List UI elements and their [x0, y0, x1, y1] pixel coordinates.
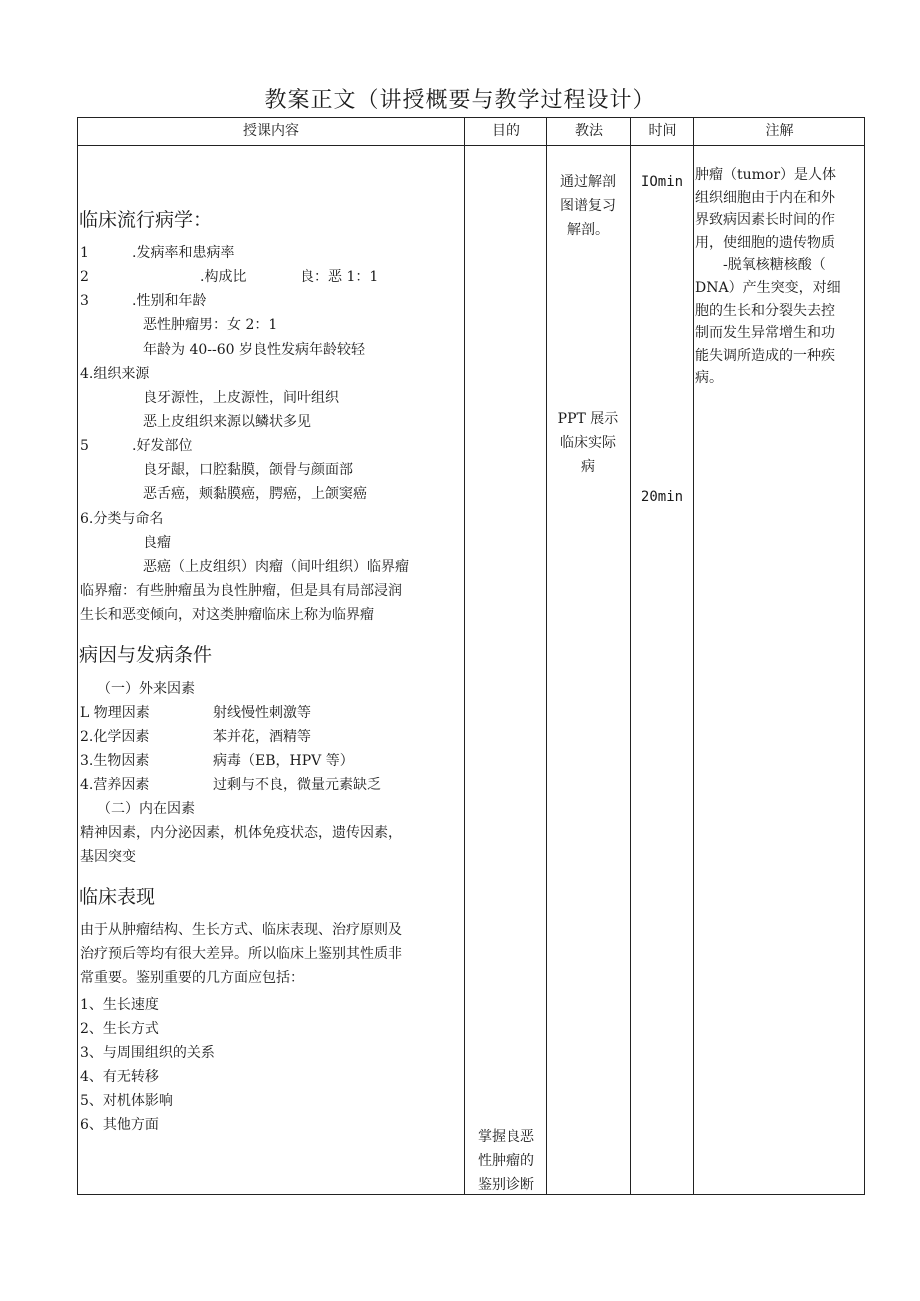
column-divider [630, 118, 631, 1194]
sub-item: 恶上皮组织来源以鳞状多见 [143, 414, 311, 430]
sub-item: 良牙龈，口腔黏膜，颌骨与颜面部 [143, 462, 353, 478]
list-item: 4.组织来源 [80, 366, 150, 382]
header-divider [78, 145, 864, 146]
factor-desc: 射线慢性刺激等 [213, 705, 311, 721]
note-line: 界致病因素长时间的作 [695, 212, 835, 229]
note-line: 制而发生异常增生和功 [695, 325, 835, 342]
factor-desc: 苯并花，酒精等 [213, 729, 311, 745]
header-notes: 注解 [765, 123, 794, 139]
list-item: .性别和年龄 [132, 293, 207, 309]
header-content: 授课内容 [243, 123, 299, 139]
note-line: -脱氧核糖核酸（ [695, 257, 826, 274]
sub-item: 恶性肿瘤男：女 2：1 [143, 317, 278, 333]
list-number: 2 [80, 269, 89, 285]
sub-item: 年龄为 40--60 岁良性发病年龄较轻 [143, 342, 365, 358]
list-item: 1、生长速度 [80, 997, 159, 1013]
section-heading: 病因与发病条件 [79, 644, 213, 666]
list-number: 3 [80, 293, 89, 309]
note-line: 能失调所造成的一种疾 [695, 347, 835, 364]
notes-cell [695, 164, 864, 390]
sub-heading: （二）内在因素 [97, 801, 195, 817]
note-line: 胞的生长和分裂失去控 [695, 302, 835, 319]
list-item: 6.分类与命名 [80, 511, 164, 527]
purpose-line: 鉴别诊断 [478, 1177, 534, 1193]
header-method: 教法 [575, 123, 603, 139]
section-heading: 临床流行病学： [79, 209, 213, 231]
list-number: 1 [80, 245, 89, 261]
header-purpose: 目的 [492, 123, 520, 139]
list-item: .好发部位 [132, 438, 193, 454]
paragraph-line: 由于从肿瘤结构、生长方式、临床表现、治疗原则及 [80, 922, 402, 938]
paragraph-line: 治疗预后等均有很大差异。所以临床上鉴别其性质非 [80, 946, 402, 962]
sub-item: 恶舌癌，颊黏膜癌，腭癌，上颌窦癌 [143, 486, 367, 502]
paragraph-line: 生长和恶变倾向，对这类肿瘤临床上称为临界瘤 [80, 607, 374, 623]
list-item: 3、与周围组织的关系 [80, 1045, 215, 1061]
sub-item: 恶癌（上皮组织）肉瘤（间叶组织）临界瘤 [143, 559, 409, 575]
ratio-text: 良：恶 1：1 [300, 269, 379, 285]
list-item: 2、生长方式 [80, 1021, 159, 1037]
paragraph-line: 常重要。鉴别重要的几方面应包括： [80, 970, 304, 986]
time-value: IOmin [640, 174, 684, 190]
paragraph-line: 基因突变 [80, 849, 136, 865]
sub-item: 良瘤 [143, 535, 171, 551]
column-divider [464, 118, 465, 1194]
factor-desc: 过剩与不良，微量元素缺乏 [213, 777, 381, 793]
purpose-line: 掌握良恶 [478, 1129, 534, 1145]
purpose-cell [466, 1125, 546, 1197]
paragraph-line: 精神因素，内分泌因素，机体免疫状态，遗传因素， [80, 825, 402, 841]
factor-desc: 病毒（EB，HPV 等） [213, 753, 354, 769]
column-divider [546, 118, 547, 1194]
list-item: 4、有无转移 [80, 1069, 159, 1085]
time-value: 20min [640, 489, 684, 505]
note-line: 肿瘤（tumor）是人体 [695, 167, 837, 183]
note-line: 用，使细胞的遗传物质 [695, 234, 835, 251]
list-number: 5 [80, 438, 89, 454]
method-line: 病 [581, 459, 595, 475]
list-item: .构成比 [200, 269, 247, 285]
method-line: 通过解剖 [560, 174, 616, 190]
factor-name: L 物理因素 [80, 705, 150, 721]
sub-item: 良牙源性，上皮源性，间叶组织 [143, 390, 339, 406]
note-line: DNA）产生突变，对细 [695, 279, 841, 296]
purpose-line: 性肿瘤的 [478, 1153, 534, 1169]
factor-name: 3.生物因素 [80, 753, 150, 769]
method-line: 图谱复习 [560, 198, 616, 214]
section-heading: 临床表现 [79, 886, 156, 908]
header-time: 时间 [648, 123, 677, 139]
sub-heading: （一）外来因素 [97, 681, 195, 697]
note-line: 病。 [695, 370, 723, 387]
paragraph-line: 临界瘤：有些肿瘤虽为良性肿瘤，但是具有局部浸润 [80, 583, 402, 599]
list-item: .发病率和患病率 [132, 245, 235, 261]
method-cell [548, 170, 628, 242]
page-title: 教案正文（讲授概要与教学过程设计） [264, 88, 656, 113]
method-line: 临床实际 [560, 435, 616, 451]
note-line: 组织细胞由于内在和外 [695, 189, 835, 206]
method-cell [548, 407, 628, 479]
factor-name: 2.化学因素 [80, 729, 150, 745]
list-item: 6、其他方面 [80, 1117, 159, 1133]
method-line: PPT 展示 [557, 411, 619, 427]
list-item: 5、对机体影响 [80, 1093, 173, 1109]
column-divider [693, 118, 694, 1194]
method-line: 解剖。 [567, 222, 609, 238]
factor-name: 4.营养因素 [80, 777, 150, 793]
